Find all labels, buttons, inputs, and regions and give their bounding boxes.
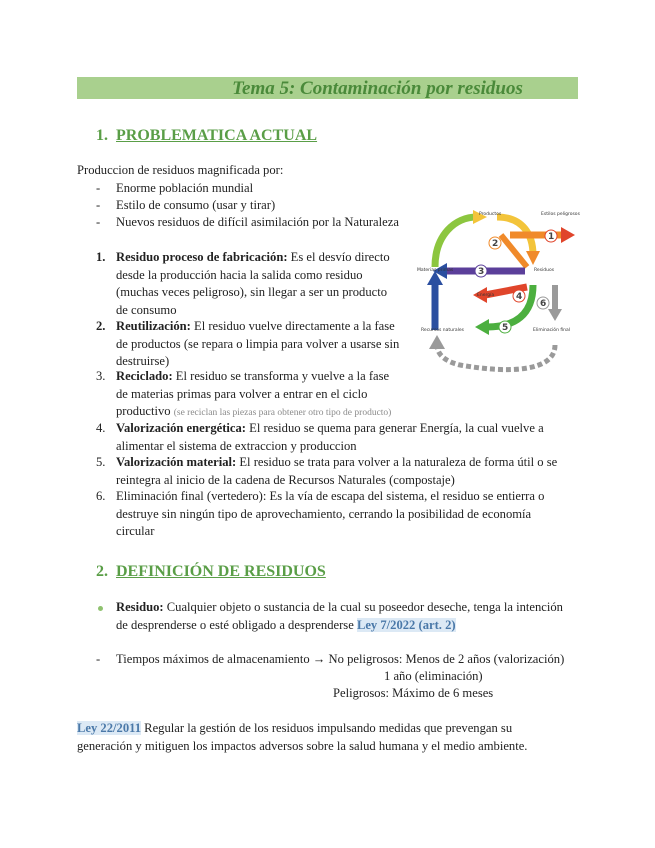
number-5: 5 [502, 323, 509, 333]
item-number: 3. [96, 369, 106, 383]
dash-bullet: - [96, 198, 101, 212]
label-residuos: Residuos [534, 268, 555, 273]
bullet-dot [98, 606, 103, 611]
number-1: 1 [548, 232, 555, 242]
item-number: 6. [96, 489, 106, 503]
number-3: 3 [478, 267, 485, 277]
label-energia: Energía [477, 293, 495, 298]
item-number: 5. [96, 455, 106, 469]
tiempos-line-2: 1 año (eliminación) [384, 669, 483, 683]
label-materias: Materias primas [417, 268, 454, 273]
arrow-materias-productos [435, 217, 477, 267]
page-title: Tema 5: Contaminación por residuos [232, 78, 523, 99]
section-1-intro: Produccion de residuos magnificada por: [77, 163, 284, 177]
arrow-2 [501, 235, 527, 267]
dash-bullet: - [96, 215, 101, 229]
dash-bullet: - [96, 181, 101, 195]
numbered-item-2: Reutilización: El residuo vuelve directamente a la fase de productos (se repara o limpia para volver a usarse sin destruirse) [116, 319, 400, 368]
dash-item: Estilo de consumo (usar y tirar) [116, 198, 276, 212]
numbered-item-6: Eliminación final (vertedero): Es la vía de escapa del sistema, el residuo se entierra o destruye sin ningún tipo de aprovechamiento, cerrando la posibilidad de economía circular [116, 489, 545, 538]
dash-item: Nuevos residuos de difícil asimilación por la Naturaleza [116, 215, 399, 229]
number-6: 6 [540, 299, 547, 309]
label-recursos: Recursos naturales [421, 328, 464, 333]
numbered-item-4: Valorización energética: El residuo se quema para generar Energía, la cual vuelve a alimentar el sistema de extraccion y produccion [116, 421, 544, 453]
item-number: 1. [96, 250, 106, 264]
item-number: 4. [96, 421, 106, 435]
residuo-definition: Residuo: Cualquier objeto o sustancia de la cual su poseedor deseche, tenga la intención de desprenderse o esté obligado a desprenderse Ley 7/2022 (art. 2) [116, 600, 563, 632]
waste-cycle-diagram [415, 205, 580, 380]
numbered-item-1: Residuo proceso de fabricación: Es el desvío directo desde la producción hacia la salida como residuo (muchas veces peligroso), sin llegar a ser un producto de consumo [116, 250, 390, 317]
tiempos-line-3: Peligrosos: Máximo de 6 meses [333, 686, 494, 700]
numbered-item-5: Valorización material: El residuo se trata para volver a la naturaleza de forma útil o se reintegra al inicio de la cadena de Recursos Naturales (compostaje) [116, 455, 558, 487]
arrowhead [475, 319, 489, 335]
dash-bullet: - [96, 652, 101, 666]
dash-item: Enorme población mundial [116, 181, 254, 195]
section-1-heading: 1. PROBLEMATICA ACTUAL [96, 127, 318, 144]
item-number: 2. [96, 319, 106, 333]
number-2: 2 [492, 239, 499, 249]
numbered-item-3: Reciclado: El residuo se transforma y vuelve a la fase de materias primas para volver a entrar en el ciclo productivo (se reciclan las piezas para obtener otro tipo de producto) [116, 369, 392, 418]
label-eliminacion: Eliminación final [533, 328, 571, 333]
label-productos: Productos [479, 212, 502, 217]
section-2-heading: 2. DEFINICIÓN DE RESIDUOS [96, 563, 326, 580]
number-4: 4 [516, 292, 523, 302]
arrowhead [429, 335, 445, 349]
law-label: Ley 22/2011 [77, 721, 142, 735]
reciclado-note: (se reciclan las piezas para obtener otro tipo de producto) [173, 408, 392, 418]
title-banner [77, 77, 578, 99]
tiempos-line-1: Tiempos máximos de almacenamiento → No peligrosos: Menos de 2 años (valorización) [116, 652, 565, 666]
dashed-return-arrow [437, 345, 555, 370]
arrowhead [561, 227, 575, 243]
arrowhead [548, 309, 562, 321]
ley-22-2011: Ley 22/2011 Regular la gestión de los residuos impulsando medidas que prevengan su generación y mitiguen los impactos adversos sobre la salud humana y el medio ambiente. [77, 721, 528, 753]
label-estilos: Estilos peligrosos [541, 212, 580, 217]
arrowhead [526, 251, 540, 265]
law-reference: Ley 7/2022 (art. 2) [356, 617, 456, 632]
